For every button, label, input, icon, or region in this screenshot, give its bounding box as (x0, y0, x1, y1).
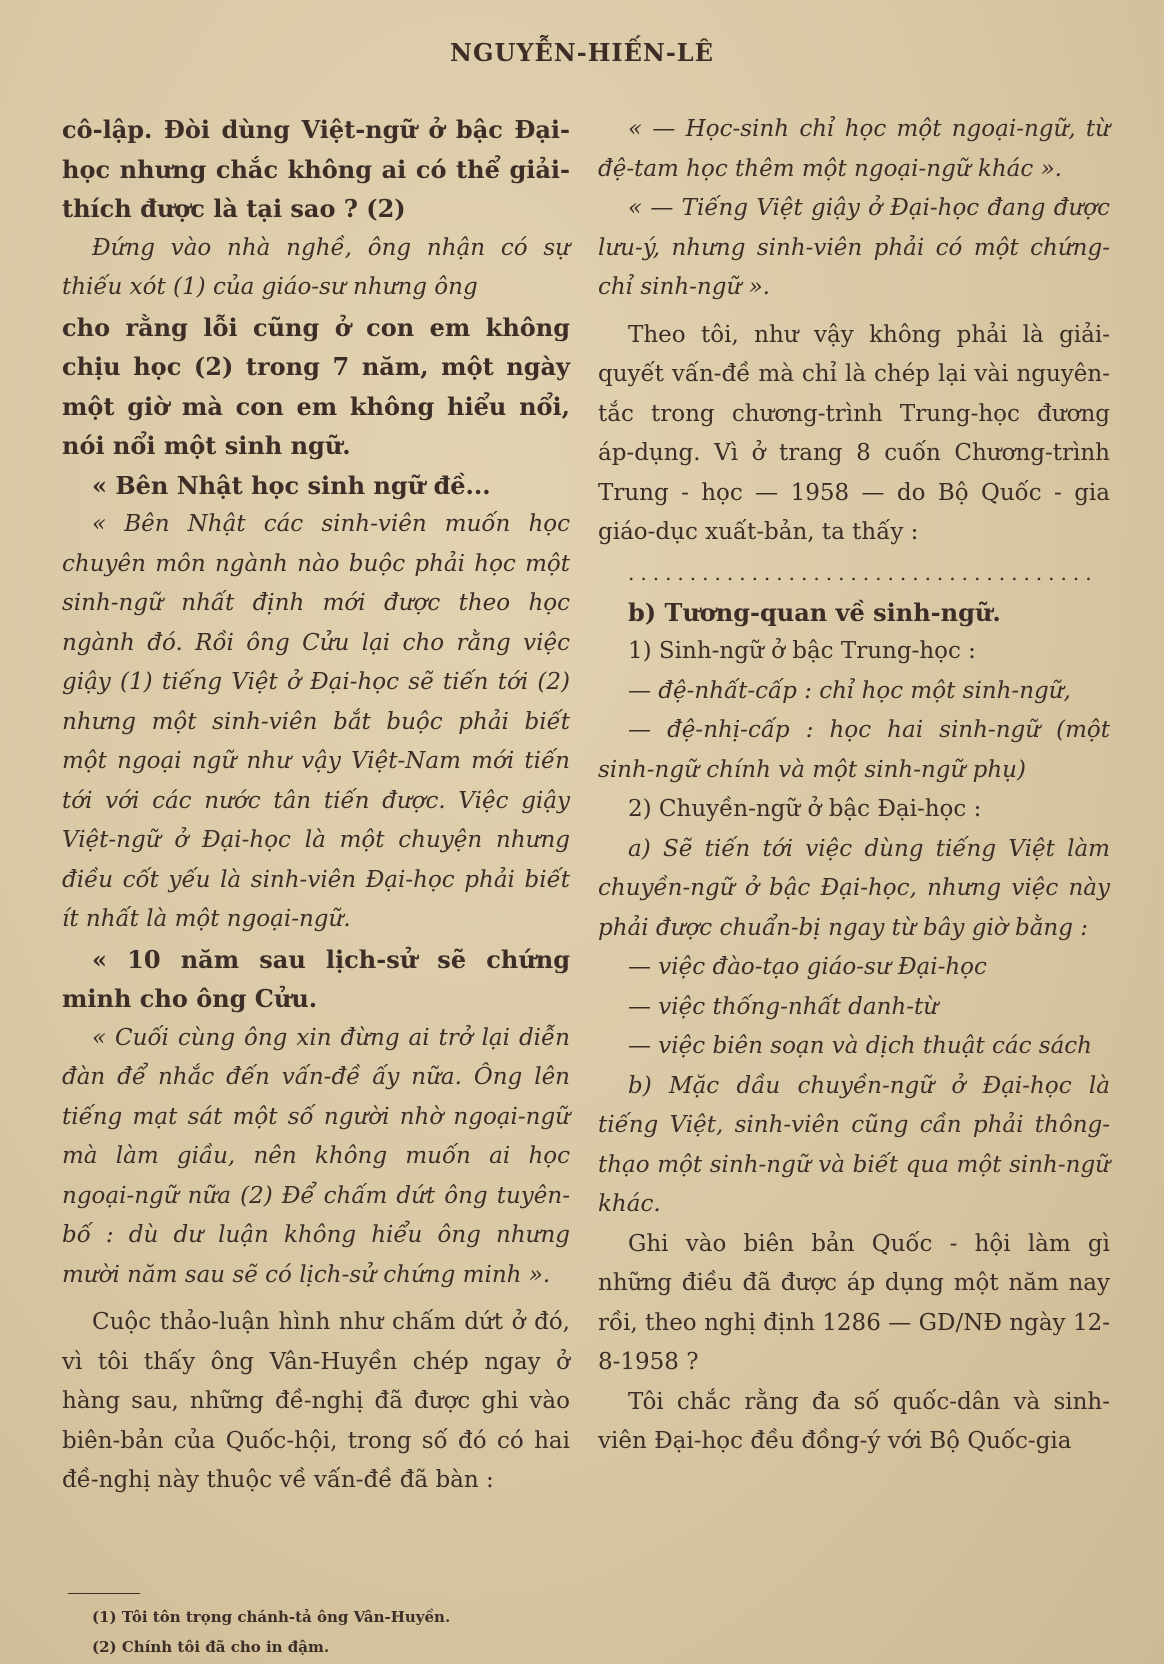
paragraph: Ghi vào biên bản Quốc - hội làm gì những điều đã được áp dụng một năm nay rồi, theo nghị định 1286 — GD/NĐ ngày 12-8-1958 ? (598, 1230, 1110, 1375)
footnotes (92, 1602, 562, 1662)
paragraph: b) Tương-quan về sinh-ngữ. (628, 597, 1001, 627)
paragraph: Tôi chắc rằng đa số quốc-dân và sinh-viên Đại-học đều đồng-ý với Bộ Quốc-gia (598, 1388, 1110, 1454)
running-header: NGUYỄN-HIẾN-LÊ (450, 38, 714, 67)
paragraph: — đệ-nhị-cấp : học hai sinh-ngữ (một sinh-ngữ chính và một sinh-ngữ phụ) (598, 717, 1110, 783)
paragraph: Đứng vào nhà nghề, ông nhận có sự thiếu xót (1) của giáo-sư nhưng ông (62, 234, 570, 300)
paragraph-gap (62, 1295, 570, 1303)
paragraph: a) Sẽ tiến tới việc dùng tiếng Việt làm chuyền-ngữ ở bậc Đại-học, nhưng việc này phải được chuẩn-bị ngay từ bây giờ bằng : (598, 835, 1110, 941)
footnote-rule (68, 1593, 140, 1594)
paragraph: — đệ-nhất-cấp : chỉ học một sinh-ngữ, (628, 677, 1071, 704)
paragraph: « Bên Nhật học sinh ngữ đề... (92, 470, 491, 500)
paragraph: cô-lập. Đòi dùng Việt-ngữ ở bậc Đại-học nhưng chắc không ai có thể giải-thích được là tại sao ? (2) (62, 115, 570, 223)
paragraph: « — Tiếng Việt giậy ở Đại-học đang được lưu-ý, nhưng sinh-viên phải có một chứng-chỉ sinh-ngữ ». (598, 195, 1110, 300)
paragraph: 2) Chuyền-ngữ ở bậc Đại-học : (628, 796, 982, 822)
footnote-1: (1) Tôi tôn trọng chánh-tả ông Vân-Huyền. (92, 1608, 451, 1626)
paragraph: Theo tôi, như vậy không phải là giải-quyết vấn-đề mà chỉ là chép lại vài nguyên-tắc trong chương-trình Trung-học đương áp-dụng. Vì ở trang 8 cuốn Chương-trình Trung - học — 1958 — do Bộ Quốc - gia giáo-dục xuất-bản, ta thấy : (598, 321, 1110, 545)
paragraph: — việc biên soạn và dịch thuật các sách (628, 1033, 1092, 1059)
paragraph: Cuộc thảo-luận hình như chấm dứt ở đó, vì tôi thấy ông Vân-Huyền chép ngay ở hàng sau, những đề-nghị đã được ghi vào biên-bản của Quốc-hội, trong số đó có hai đề-nghị này thuộc về vấn-đề đã bàn : (62, 1309, 570, 1493)
paragraph: — việc đào-tạo giáo-sư Đại-học (628, 954, 987, 980)
paragraph: b) Mặc dầu chuyền-ngữ ở Đại-học là tiếng Việt, sinh-viên cũng cần phải thông-thạo một sinh-ngữ và biết qua một sinh-ngữ khác. (598, 1072, 1110, 1217)
paragraph: « — Học-sinh chỉ học một ngoại-ngữ, từ đệ-tam học thêm một ngoại-ngữ khác ». (598, 116, 1110, 182)
paragraph: « Cuối cùng ông xin đừng ai trở lại diễn đàn để nhắc đến vấn-đề ấy nữa. Ông lên tiếng mạt sát một số người nhờ ngoại-ngữ mà làm giầu, nên không muốn ai học ngoại-ngữ nữa (2) Để chấm dứt ông tuyên-bố : dù dư luận không hiểu ông nhưng mười năm sau sẽ có lịch-sử chứng minh ». (62, 1024, 570, 1288)
paragraph: « Bên Nhật các sinh-viên muốn học chuyên môn ngành nào buộc phải học một sinh-ngữ nhất định mới được theo học ngành đó. Rồi ông Cửu lại cho rằng việc giậy (1) tiếng Việt ở Đại-học sẽ tiến tới (2) nhưng một sinh-viên bắt buộc phải biết một ngoại ngữ như vậy Việt-Nam mới tiến tới với các nước tân tiến được. Việc giậy Việt-ngữ ở Đại-học là một chuyện nhưng điều cốt yếu là sinh-viên Đại-học phải biết ít nhất là một ngoại-ngữ. (62, 511, 570, 932)
paragraph-gap (598, 308, 1110, 316)
right-column (598, 110, 1110, 1462)
footnote-2: (2) Chính tôi đã cho in đậm. (92, 1638, 330, 1656)
ellipsis-line: ...................................... (628, 560, 1098, 585)
paragraph: « 10 năm sau lịch-sử sẽ chứng minh cho ông Cửu. (62, 944, 570, 1013)
paragraph: 1) Sinh-ngữ ở bậc Trung-học : (628, 638, 976, 664)
paragraph: cho rằng lỗi cũng ở con em không chịu học (2) trong 7 năm, một ngày một giờ mà con em không hiểu nổi, nói nổi một sinh ngữ. (62, 312, 570, 460)
paragraph: — việc thống-nhất danh-từ (628, 993, 939, 1020)
left-column (62, 110, 570, 1501)
